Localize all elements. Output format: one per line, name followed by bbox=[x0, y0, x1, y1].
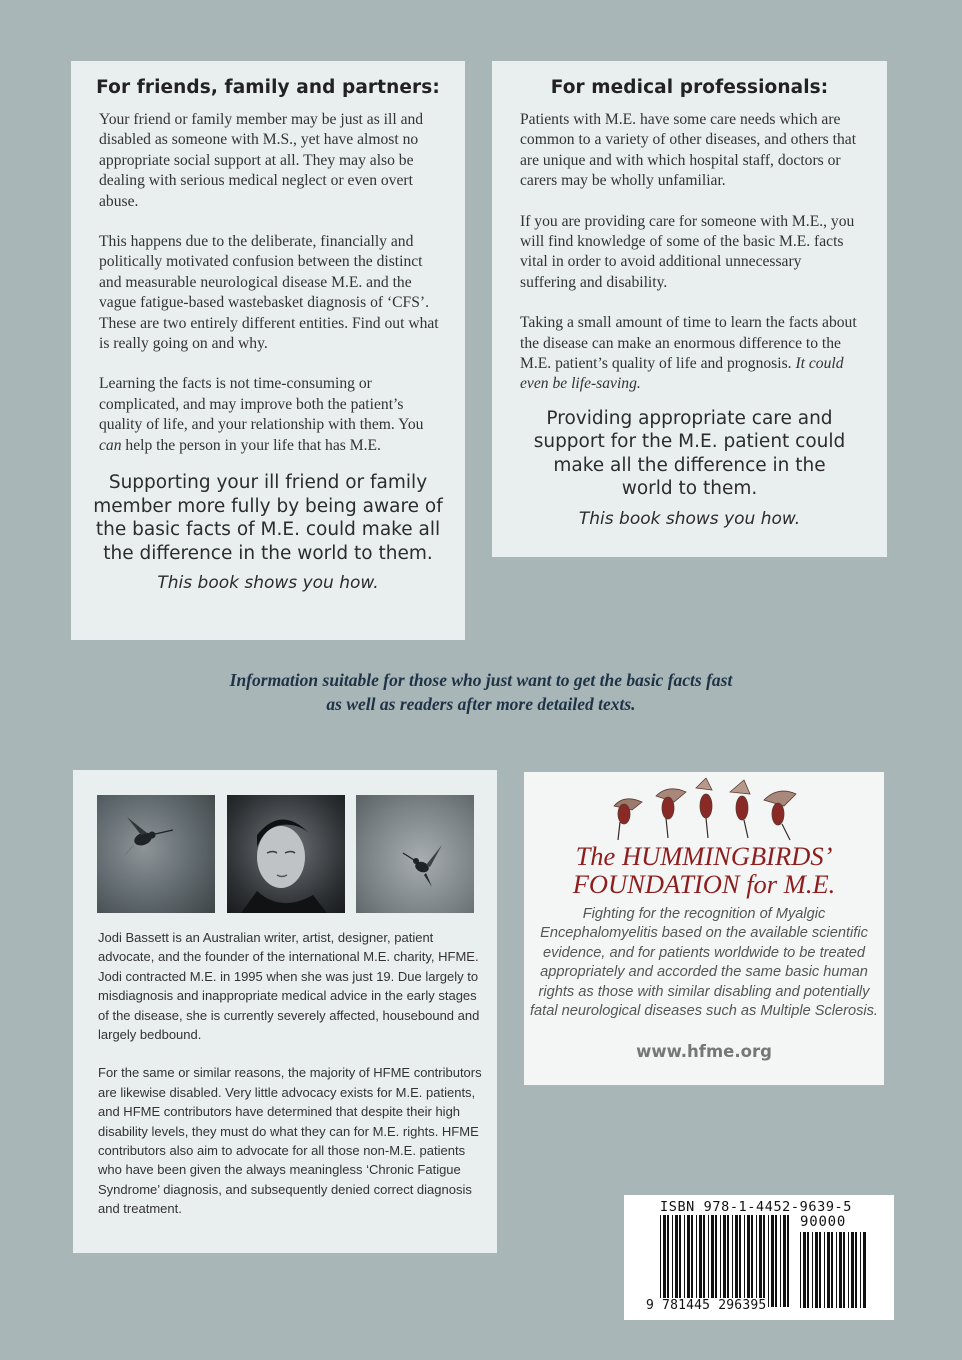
medical-paragraph-2: If you are providing care for someone with M.E., you will find knowledge of some of the basic M.E. facts vital in order to avoid additional unnecessary suffering and disability. bbox=[520, 212, 855, 291]
addon-svg-bar-14 bbox=[855, 1232, 857, 1308]
barcode-svg-bar-23 bbox=[751, 1215, 753, 1307]
addon-svg-bar-16 bbox=[863, 1232, 866, 1308]
addon-svg-bar-5 bbox=[819, 1232, 821, 1308]
barcode-svg-bar-14 bbox=[715, 1215, 717, 1307]
addon-svg-bar-3 bbox=[812, 1232, 813, 1308]
barcode-svg-bar-5 bbox=[679, 1215, 681, 1307]
friends-paragraph-3-tail-b: help the person in your life that has M.E. bbox=[121, 436, 381, 454]
barcode-svg-bar-0 bbox=[660, 1215, 661, 1307]
addon-svg-bar-1 bbox=[803, 1232, 806, 1308]
friends-paragraph-3 bbox=[99, 374, 439, 456]
barcode-svg-bar-10 bbox=[699, 1215, 702, 1307]
barcode-svg-bar-1 bbox=[663, 1215, 666, 1307]
friends-body bbox=[71, 110, 465, 456]
addon-barcode-graphic bbox=[800, 1232, 866, 1308]
barcode-svg-bar-27 bbox=[768, 1215, 769, 1307]
friends-family-panel bbox=[71, 61, 465, 640]
friends-highlight: Supporting your ill friend or family member more fully by being aware of the basic facts of M.E. could make all the difference in the world to them. bbox=[93, 472, 443, 564]
addon-svg-bar-11 bbox=[843, 1232, 845, 1308]
addon-svg-bar-8 bbox=[831, 1232, 833, 1308]
addon-svg-bar-2 bbox=[807, 1232, 809, 1308]
barcode-svg-bar-19 bbox=[735, 1215, 738, 1307]
barcode-svg-bar-18 bbox=[732, 1215, 733, 1307]
addon-svg-bar-15 bbox=[860, 1232, 861, 1308]
barcode-svg-bar-3 bbox=[672, 1215, 673, 1307]
addon-svg-bar-10 bbox=[839, 1232, 842, 1308]
medical-body bbox=[492, 110, 887, 395]
friends-paragraph-3-emphasis: can bbox=[99, 436, 122, 454]
barcode-svg-bar-6 bbox=[684, 1215, 685, 1307]
addon-svg-bar-7 bbox=[827, 1232, 830, 1308]
medical-paragraph-1: Patients with M.E. have some care needs which are common to a variety of other diseases, and others that are unique and with which hospital staff, doctors or carers may be wholly unfamiliar. bbox=[520, 111, 857, 190]
barcode-svg-bar-17 bbox=[727, 1215, 729, 1307]
medical-panel-title: For medical professionals: bbox=[550, 77, 829, 98]
barcode-svg-bar-4 bbox=[675, 1215, 678, 1307]
addon-svg-bar-6 bbox=[824, 1232, 825, 1308]
barcode-svg-bar-15 bbox=[720, 1215, 721, 1307]
friends-paragraph-2: This happens due to the deliberate, financially and politically motivated confusion between the distinct and measurable neurological disease M.E. and the vague fatigue-based wastebasket diagnosis of ‘CFS’. These are two entirely different entities. Find out what is really going on and why. bbox=[99, 233, 439, 353]
barcode-svg-bar-8 bbox=[691, 1215, 693, 1307]
friends-paragraph-3-tail-a: You bbox=[398, 416, 424, 434]
medical-professionals-panel bbox=[492, 61, 887, 557]
hfme-title bbox=[524, 842, 884, 898]
barcode-svg-bar-9 bbox=[696, 1215, 697, 1307]
barcode-svg-bar-13 bbox=[711, 1215, 714, 1307]
hummingbirds-logo-icon bbox=[604, 778, 804, 848]
medical-paragraph-3 bbox=[520, 313, 861, 395]
bio-paragraph-1: Jodi Bassett is an Australian writer, artist, designer, patient advocate, and the founder of the international M.E. charity, HFME. Jodi contracted M.E. in 1995 when she was just 19. Due largely to misdiagnosis and inappropriate medical advice in the early stages of the disease, she is currently severely affected, housebound and largely bedbound. bbox=[98, 930, 480, 1043]
author-bio-text bbox=[98, 928, 483, 1238]
barcode-graphic bbox=[660, 1215, 792, 1307]
medical-paragraph-3-main: Taking a small amount of time to learn the facts about the disease can make an enormous difference to the M.E. patient’s quality of life and prognosis. bbox=[520, 314, 857, 373]
hummingbird-painting-1 bbox=[97, 795, 215, 913]
middle-tagline-line-1: Information suitable for those who just want to get the basic facts fast bbox=[229, 670, 733, 690]
friends-paragraph-1: Your friend or family member may be just as ill and disabled as someone with M.S., yet have almost no appropriate social support at all. They may also be dealing with serious medical neglect or even overt abuse. bbox=[99, 111, 424, 210]
barcode-svg-bar-22 bbox=[747, 1215, 750, 1307]
middle-tagline bbox=[120, 668, 842, 716]
barcode-svg-bar-29 bbox=[775, 1215, 777, 1307]
friends-paragraph-3-main: Learning the facts is not time-consuming or complicated, and may improve both the patient’s quality of life, and your relationship with them. bbox=[99, 375, 404, 434]
hfme-description: Fighting for the recognition of Myalgic Encephalomyelitis based on the available scientific evidence, and for patients worldwide to be treated appropriately and accorded the same basic human rights as those with similar disabling and potentially fatal neurological diseases such as Multiple Sclerosis. bbox=[530, 906, 878, 1020]
addon-svg-bar-0 bbox=[800, 1232, 801, 1308]
medical-highlight: Providing appropriate care and support for the M.E. patient could make all the difference in the world to them. bbox=[533, 407, 846, 500]
barcode-svg-bar-31 bbox=[783, 1215, 786, 1307]
barcode-digits: 9 781445 296395 bbox=[646, 1298, 767, 1313]
barcode-svg-bar-11 bbox=[703, 1215, 705, 1307]
barcode-svg-bar-24 bbox=[756, 1215, 757, 1307]
addon-svg-bar-9 bbox=[836, 1232, 837, 1308]
medical-tagline: This book shows you how. bbox=[578, 508, 801, 529]
barcode-svg-bar-21 bbox=[744, 1215, 745, 1307]
barcode-svg-bar-16 bbox=[723, 1215, 726, 1307]
friends-panel-title: For friends, family and partners: bbox=[96, 77, 440, 98]
isbn-barcode-panel bbox=[624, 1195, 894, 1320]
addon-svg-bar-13 bbox=[851, 1232, 854, 1308]
middle-tagline-line-2: as well as readers after more detailed texts. bbox=[326, 694, 636, 714]
addon-svg-bar-12 bbox=[848, 1232, 849, 1308]
medical-paragraph-3-emphasis: It could even be life-saving. bbox=[520, 355, 844, 393]
hfme-title-line-2: FOUNDATION for M.E. bbox=[572, 869, 836, 899]
hfme-website-link[interactable]: www.hfme.org bbox=[636, 1042, 772, 1061]
isbn-number: ISBN 978-1-4452-9639-5 bbox=[660, 1199, 853, 1215]
barcode-svg-bar-32 bbox=[787, 1215, 789, 1307]
barcode-svg-bar-2 bbox=[667, 1215, 669, 1307]
barcode-svg-bar-26 bbox=[763, 1215, 765, 1307]
hfme-foundation-panel bbox=[524, 772, 884, 1085]
barcode-svg-bar-28 bbox=[771, 1215, 774, 1307]
bio-paragraph-2: For the same or similar reasons, the majority of HFME contributors are likewise disabled. Very little advocacy exists for M.E. patients, and HFME contributors have determined that despite their high disability levels, they must do what they can for M.E. rights. HFME contributors also aim to advocate for all those non-M.E. patients who have been given the always meaningless ‘Chronic Fatigue Syndrome’ diagnosis, and subsequently denied correct diagnosis and treatment. bbox=[98, 1065, 482, 1217]
friends-tagline: This book shows you how. bbox=[157, 573, 379, 594]
barcode-svg-bar-12 bbox=[708, 1215, 709, 1307]
price-code: 90000 bbox=[800, 1214, 847, 1230]
barcode-svg-bar-7 bbox=[687, 1215, 690, 1307]
author-bio-panel bbox=[73, 770, 497, 1253]
barcode-svg-bar-30 bbox=[780, 1215, 781, 1307]
hummingbird-painting-2 bbox=[356, 795, 474, 913]
woman-portrait-painting bbox=[227, 795, 345, 913]
addon-svg-bar-4 bbox=[815, 1232, 818, 1308]
hfme-title-line-1: The HUMMINGBIRDS’ bbox=[575, 841, 833, 871]
barcode-svg-bar-20 bbox=[739, 1215, 741, 1307]
barcode-svg-bar-25 bbox=[759, 1215, 762, 1307]
